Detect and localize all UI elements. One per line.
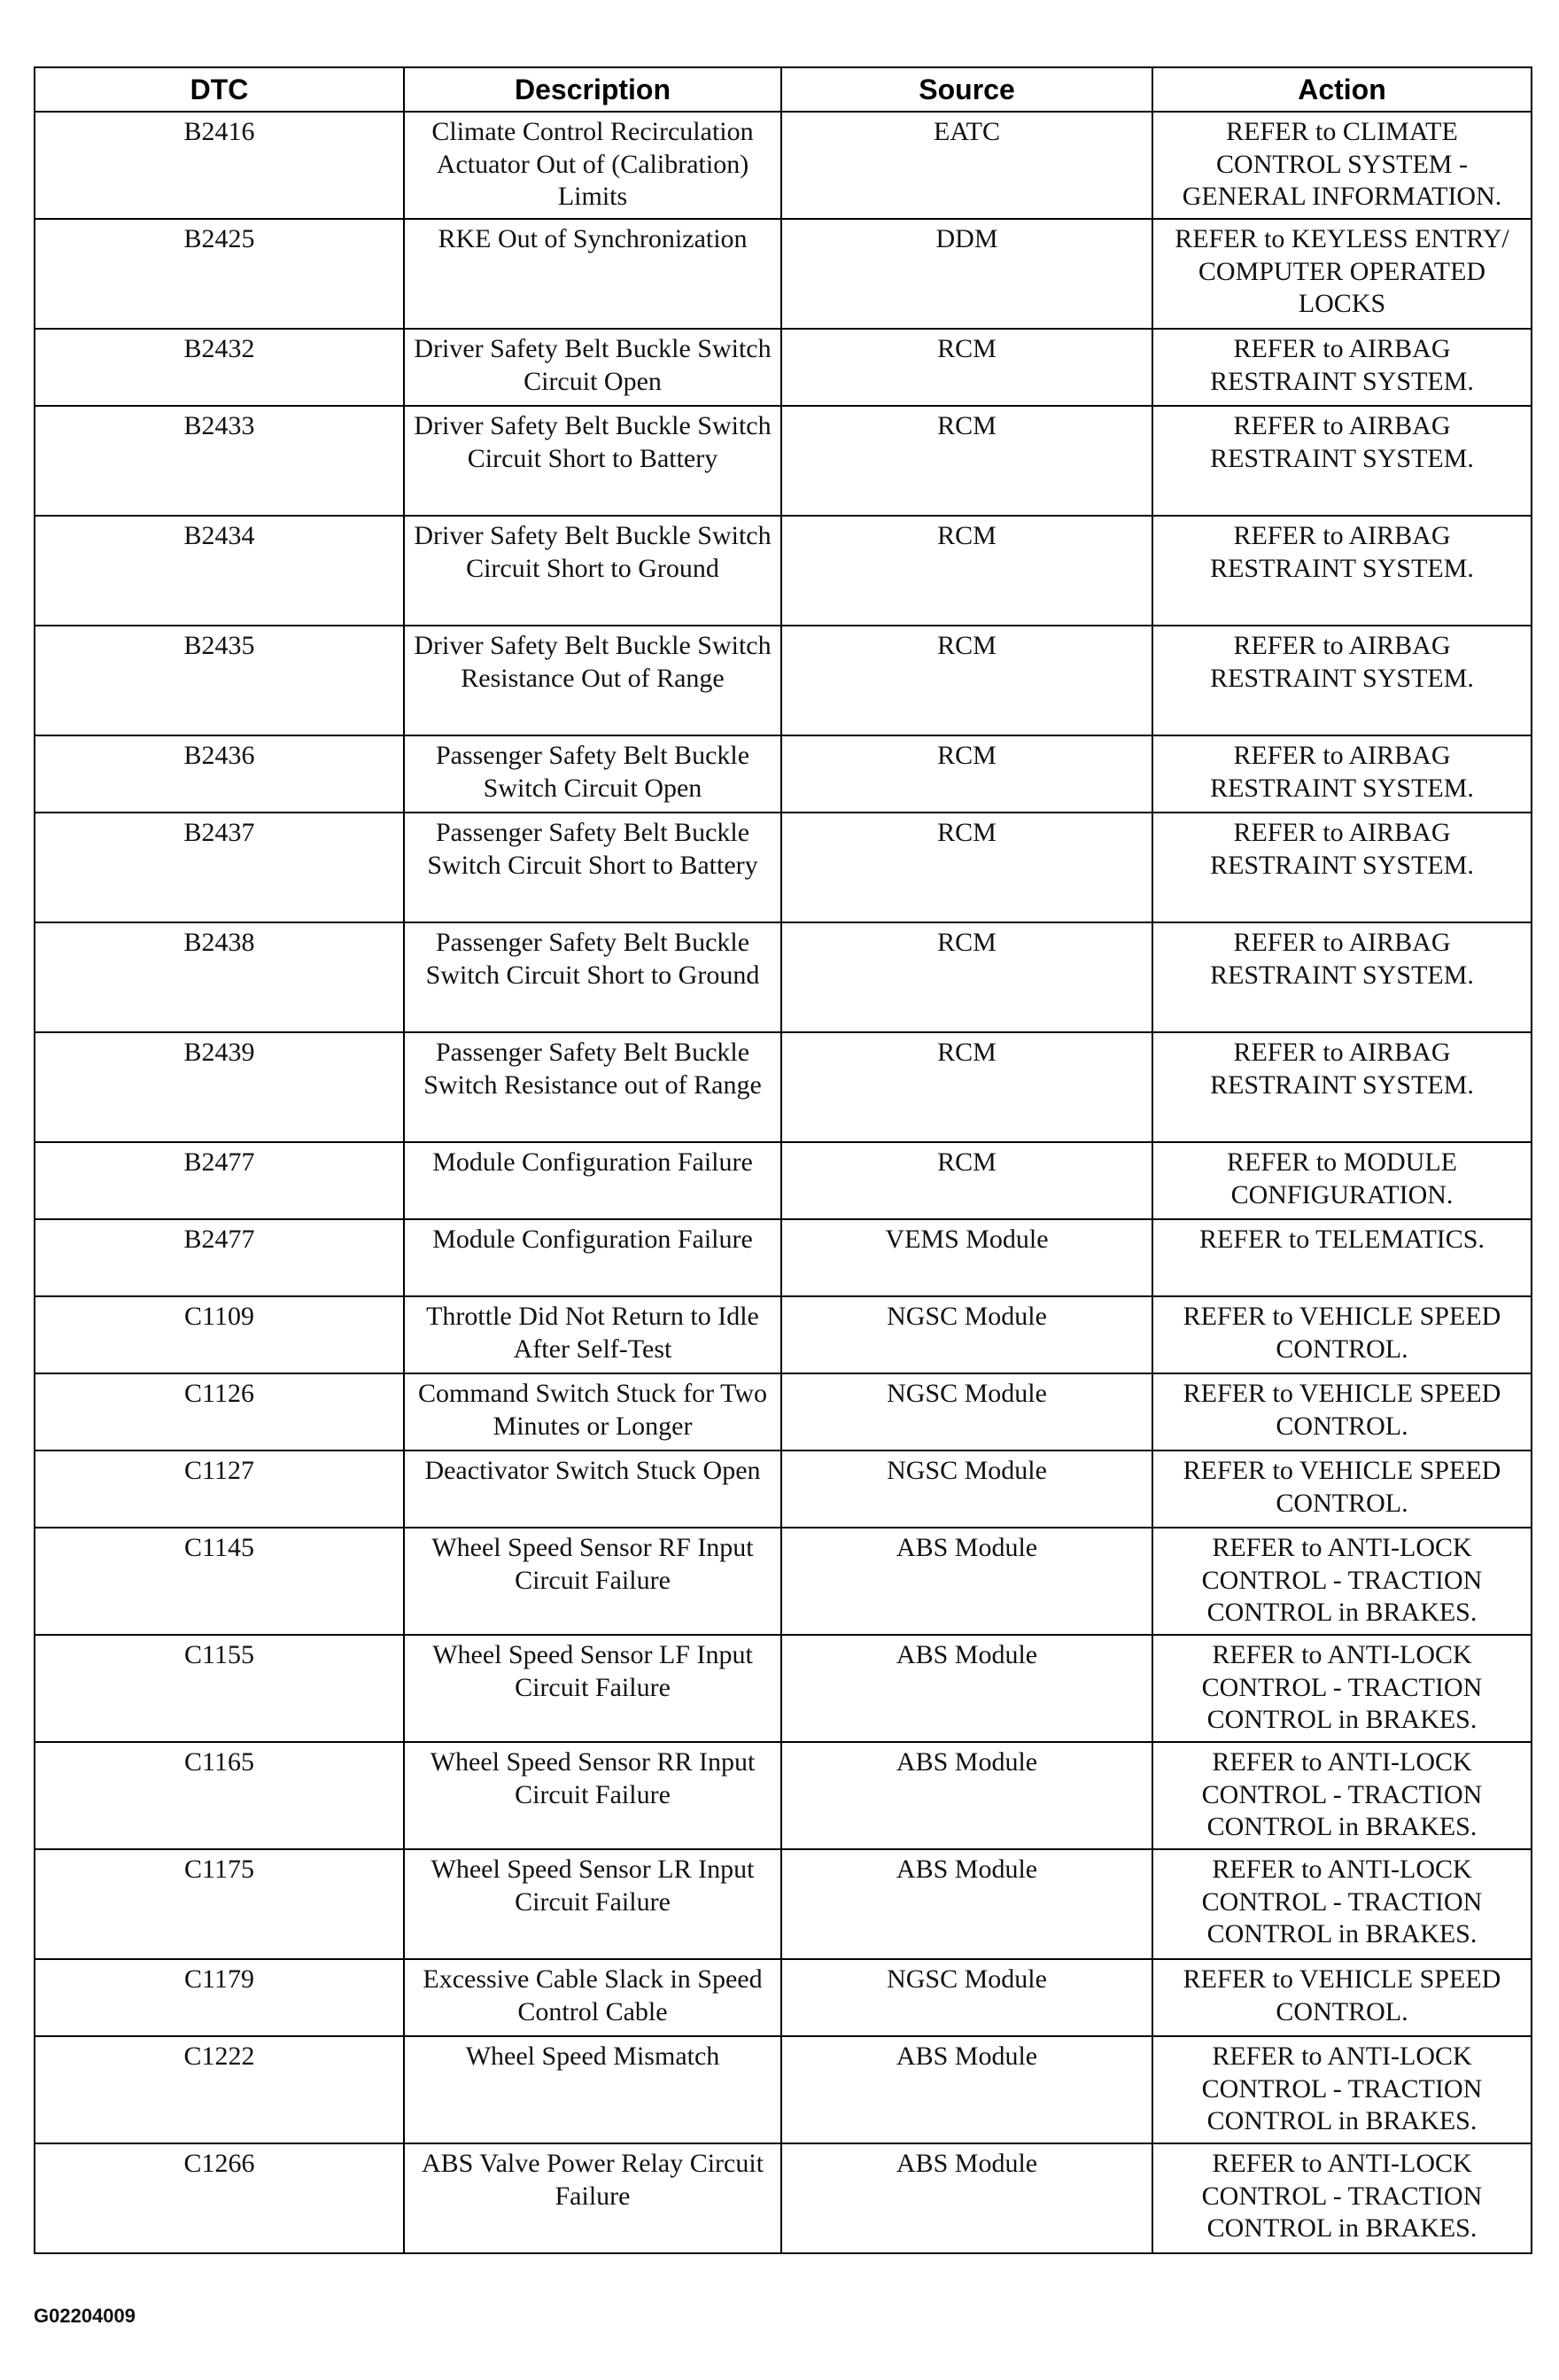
table-row (35, 2143, 1532, 2253)
description-cell: Climate Control Recirculation Actuator Out of (Calibration) Limits (404, 112, 781, 219)
action-cell: REFER to ANTI-LOCK CONTROL - TRACTION CONTROL in BRAKES. (1152, 2036, 1532, 2143)
dtc-cell: C1165 (35, 1742, 404, 1849)
action-cell: REFER to KEYLESS ENTRY/ COMPUTER OPERATED LOCKS (1152, 219, 1532, 329)
source-cell: NGSC Module (781, 1451, 1152, 1528)
dtc-cell: C1127 (35, 1451, 404, 1528)
source-cell: RCM (781, 329, 1152, 406)
source-cell: RCM (781, 1032, 1152, 1142)
source-cell: RCM (781, 813, 1152, 922)
source-cell: VEMS Module (781, 1219, 1152, 1296)
table-row (35, 813, 1532, 922)
header-action: Action (1152, 67, 1532, 112)
description-cell: Passenger Safety Belt Buckle Switch Resistance out of Range (404, 1032, 781, 1142)
action-cell: REFER to TELEMATICS. (1152, 1219, 1532, 1296)
action-cell: REFER to AIRBAG RESTRAINT SYSTEM. (1152, 1032, 1532, 1142)
dtc-cell: B2477 (35, 1219, 404, 1296)
action-cell: REFER to VEHICLE SPEED CONTROL. (1152, 1451, 1532, 1528)
dtc-cell: B2438 (35, 922, 404, 1032)
source-cell: ABS Module (781, 2143, 1152, 2253)
action-cell: REFER to VEHICLE SPEED CONTROL. (1152, 1959, 1532, 2036)
action-cell: REFER to ANTI-LOCK CONTROL - TRACTION CONTROL in BRAKES. (1152, 2143, 1532, 2253)
description-cell: Passenger Safety Belt Buckle Switch Circuit Short to Battery (404, 813, 781, 922)
table-row (35, 1528, 1532, 1635)
description-cell: Module Configuration Failure (404, 1219, 781, 1296)
table-row (35, 922, 1532, 1032)
description-cell: Passenger Safety Belt Buckle Switch Circuit Open (404, 735, 781, 813)
source-cell: ABS Module (781, 1528, 1152, 1635)
description-cell: Driver Safety Belt Buckle Switch Resistance Out of Range (404, 626, 781, 735)
table-row (35, 1849, 1532, 1959)
dtc-cell: C1179 (35, 1959, 404, 2036)
action-cell: REFER to MODULE CONFIGURATION. (1152, 1142, 1532, 1219)
dtc-cell: C1222 (35, 2036, 404, 2143)
action-cell: REFER to AIRBAG RESTRAINT SYSTEM. (1152, 813, 1532, 922)
dtc-cell: B2437 (35, 813, 404, 922)
source-cell: RCM (781, 1142, 1152, 1219)
header-row (35, 67, 1532, 112)
table-row (35, 329, 1532, 406)
dtc-cell: C1175 (35, 1849, 404, 1959)
table-row (35, 735, 1532, 813)
dtc-cell: B2434 (35, 516, 404, 626)
description-cell: Wheel Speed Sensor RR Input Circuit Failure (404, 1742, 781, 1849)
table-row (35, 112, 1532, 219)
source-cell: NGSC Module (781, 1296, 1152, 1373)
description-cell: Wheel Speed Sensor LR Input Circuit Failure (404, 1849, 781, 1959)
dtc-cell: B2433 (35, 406, 404, 516)
source-cell: ABS Module (781, 1742, 1152, 1849)
table-row (35, 1219, 1532, 1296)
action-cell: REFER to ANTI-LOCK CONTROL - TRACTION CONTROL in BRAKES. (1152, 1635, 1532, 1742)
dtc-cell: B2435 (35, 626, 404, 735)
source-cell: RCM (781, 626, 1152, 735)
description-cell: Deactivator Switch Stuck Open (404, 1451, 781, 1528)
source-cell: RCM (781, 406, 1152, 516)
description-cell: Excessive Cable Slack in Speed Control Cable (404, 1959, 781, 2036)
dtc-cell: C1155 (35, 1635, 404, 1742)
source-cell: RCM (781, 922, 1152, 1032)
source-cell: NGSC Module (781, 1373, 1152, 1451)
table-row (35, 2036, 1532, 2143)
description-cell: Driver Safety Belt Buckle Switch Circuit Short to Ground (404, 516, 781, 626)
dtc-table (34, 66, 1532, 2254)
dtc-cell: C1126 (35, 1373, 404, 1451)
dtc-cell: C1145 (35, 1528, 404, 1635)
table-row (35, 626, 1532, 735)
dtc-cell: B2416 (35, 112, 404, 219)
header-dtc: DTC (35, 67, 404, 112)
table-header (35, 67, 1532, 112)
table-row (35, 1142, 1532, 1219)
source-cell: ABS Module (781, 2036, 1152, 2143)
table-row (35, 1959, 1532, 2036)
action-cell: REFER to AIRBAG RESTRAINT SYSTEM. (1152, 922, 1532, 1032)
action-cell: REFER to VEHICLE SPEED CONTROL. (1152, 1296, 1532, 1373)
header-description: Description (404, 67, 781, 112)
dtc-cell: B2477 (35, 1142, 404, 1219)
table-row (35, 1032, 1532, 1142)
description-cell: Passenger Safety Belt Buckle Switch Circuit Short to Ground (404, 922, 781, 1032)
action-cell: REFER to AIRBAG RESTRAINT SYSTEM. (1152, 626, 1532, 735)
action-cell: REFER to ANTI-LOCK CONTROL - TRACTION CONTROL in BRAKES. (1152, 1849, 1532, 1959)
action-cell: REFER to ANTI-LOCK CONTROL - TRACTION CONTROL in BRAKES. (1152, 1528, 1532, 1635)
source-cell: NGSC Module (781, 1959, 1152, 2036)
table-row (35, 1742, 1532, 1849)
dtc-cell: B2439 (35, 1032, 404, 1142)
description-cell: RKE Out of Synchronization (404, 219, 781, 329)
source-cell: RCM (781, 735, 1152, 813)
dtc-cell: C1109 (35, 1296, 404, 1373)
action-cell: REFER to AIRBAG RESTRAINT SYSTEM. (1152, 516, 1532, 626)
table-row (35, 1635, 1532, 1742)
table-row (35, 516, 1532, 626)
source-cell: ABS Module (781, 1635, 1152, 1742)
figure-id: G02204009 (34, 2305, 136, 2327)
dtc-cell: C1266 (35, 2143, 404, 2253)
table-row (35, 1296, 1532, 1373)
action-cell: REFER to AIRBAG RESTRAINT SYSTEM. (1152, 329, 1532, 406)
table-body (35, 112, 1532, 2253)
action-cell: REFER to AIRBAG RESTRAINT SYSTEM. (1152, 735, 1532, 813)
header-source: Source (781, 67, 1152, 112)
description-cell: Driver Safety Belt Buckle Switch Circuit Open (404, 329, 781, 406)
description-cell: Wheel Speed Sensor LF Input Circuit Failure (404, 1635, 781, 1742)
description-cell: Wheel Speed Sensor RF Input Circuit Failure (404, 1528, 781, 1635)
source-cell: ABS Module (781, 1849, 1152, 1959)
source-cell: DDM (781, 219, 1152, 329)
table-row (35, 219, 1532, 329)
dtc-cell: B2432 (35, 329, 404, 406)
source-cell: EATC (781, 112, 1152, 219)
table-row (35, 406, 1532, 516)
description-cell: ABS Valve Power Relay Circuit Failure (404, 2143, 781, 2253)
description-cell: Driver Safety Belt Buckle Switch Circuit Short to Battery (404, 406, 781, 516)
action-cell: REFER to VEHICLE SPEED CONTROL. (1152, 1373, 1532, 1451)
description-cell: Module Configuration Failure (404, 1142, 781, 1219)
dtc-cell: B2425 (35, 219, 404, 329)
action-cell: REFER to ANTI-LOCK CONTROL - TRACTION CONTROL in BRAKES. (1152, 1742, 1532, 1849)
description-cell: Command Switch Stuck for Two Minutes or Longer (404, 1373, 781, 1451)
action-cell: REFER to AIRBAG RESTRAINT SYSTEM. (1152, 406, 1532, 516)
action-cell: REFER to CLIMATE CONTROL SYSTEM - GENERAL INFORMATION. (1152, 112, 1532, 219)
description-cell: Wheel Speed Mismatch (404, 2036, 781, 2143)
table-row (35, 1373, 1532, 1451)
table-row (35, 1451, 1532, 1528)
description-cell: Throttle Did Not Return to Idle After Self-Test (404, 1296, 781, 1373)
dtc-cell: B2436 (35, 735, 404, 813)
source-cell: RCM (781, 516, 1152, 626)
